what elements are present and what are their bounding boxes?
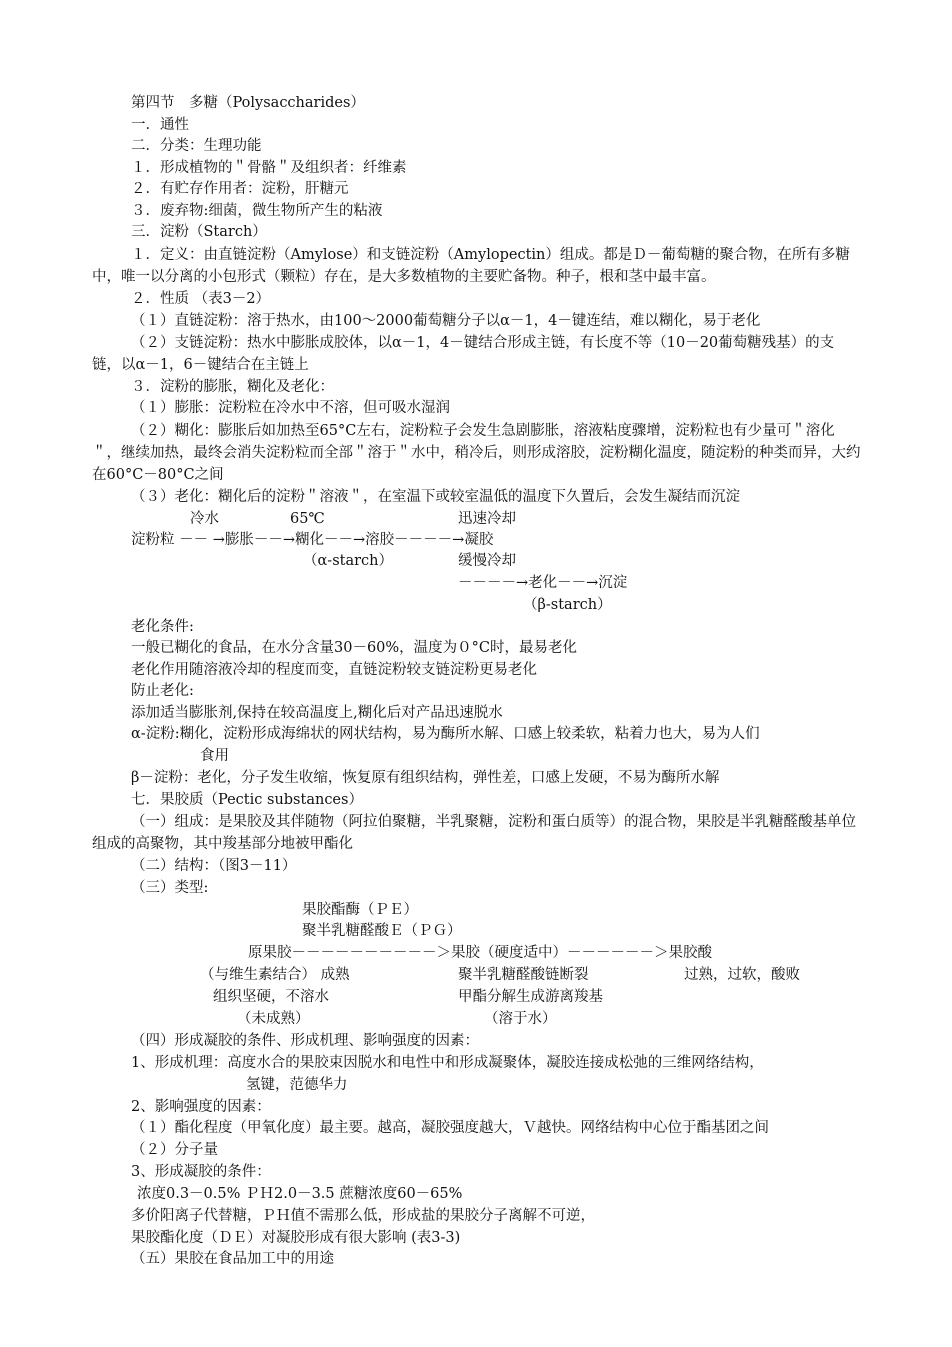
- list-item: （１）直链淀粉：溶于热水，由100～2000葡萄糖分子以α－1，4－键连结，难以糊化，易于老化: [131, 313, 761, 329]
- diagram-label: 聚半乳糖醛酸链断裂: [458, 967, 589, 983]
- diagram-label: 组织坚硬，不溶水: [213, 989, 329, 1005]
- heading-pectin: 七．果胶质（Pectic substances）: [131, 792, 363, 808]
- diagram-flow: －－－－→老化－－→沉淀: [458, 575, 628, 591]
- list-item: （１）膨胀：淀粉粒在冷水中不溶，但可吸水湿润: [131, 400, 450, 416]
- text-line: 果胶酯化度（ＤＥ）对凝胶形成有很大影响 (表3-3): [131, 1230, 461, 1246]
- text-line: 1、形成机理：高度水合的果胶束因脱水和电性中和形成凝聚体，凝胶连接成松弛的三维网络结构，: [131, 1055, 764, 1071]
- diagram-label: （β-starch）: [523, 597, 612, 613]
- diagram-label: （与维生素结合） 成熟: [200, 967, 350, 983]
- heading-general: 一．通性: [131, 117, 189, 133]
- diagram-label: 缓慢冷却: [458, 553, 516, 569]
- heading-classification: 二．分类：生理功能: [131, 138, 262, 154]
- text-line: β－淀粉：老化，分子发生收缩，恢复原有组织结构，弹性差，口感上发硬，不易为酶所水解: [131, 770, 720, 786]
- diagram-label: 65℃: [290, 511, 325, 527]
- diagram-label: （未成熟）: [237, 1011, 310, 1027]
- list-item: ２．性质 （表3－2）: [131, 291, 271, 307]
- list-item: （二）结构：（图3－11）: [131, 858, 297, 874]
- text-line: 2、影响强度的因素：: [131, 1099, 271, 1115]
- heading-starch: 三．淀粉（Starch）: [131, 224, 267, 240]
- list-item: ２．有贮存作用者：淀粉，肝糖元: [131, 181, 349, 197]
- text-line: （１）酯化程度（甲氧化度）最主要。越高，凝胶强度越大，Ｖ越快。网络结构中心位于酯基团之间: [131, 1120, 769, 1136]
- text-line: α-淀粉:糊化，淀粉形成海绵状的网状结构，易为酶所水解、口感上较柔软，粘着力也大，易为人们: [131, 726, 760, 742]
- text-line: 食用: [200, 748, 229, 764]
- paragraph-amylopectin: （２）支链淀粉：热水中膨胀成胶体，以α－1，4－键结合形成主链，有长度不等（10－20葡萄糖残基）的支链，以α－1，6－键结合在主链上: [92, 335, 835, 373]
- text-line: 氢键，范德华力: [246, 1077, 348, 1093]
- diagram-label: 甲酯分解生成游离羧基: [458, 989, 603, 1005]
- diagram-label: 迅速冷却: [458, 511, 516, 527]
- diagram-label: 聚半乳糖醛酸Ｅ（ＰＧ）: [302, 923, 462, 939]
- section-title: 第四节 多糖（Polysaccharides）: [131, 95, 365, 111]
- diagram-label: （溶于水）: [484, 1011, 557, 1027]
- diagram-label: 冷水: [190, 511, 219, 527]
- paragraph-composition: （一）组成：是果胶及其伴随物（阿拉伯聚糖，半乳聚糖，淀粉和蛋白质等）的混合物，果胶是半乳糖醛酸基单位组成的高聚物，其中羧基部分地被甲酯化: [92, 814, 856, 852]
- text-line: 添加适当膨胀剂,保持在较高温度上,糊化后对产品迅速脱水: [131, 705, 503, 721]
- list-item: （三）类型:: [131, 880, 209, 896]
- text-line: 一般已糊化的食品，在水分含量30－60%，温度为０°C时，最易老化: [131, 640, 578, 656]
- diagram-flow: 原果胶－－－－－－－－－－＞果胶（硬度适中）－－－－－－＞果胶酸: [248, 945, 712, 961]
- paragraph-gelatinization: （２）糊化：膨胀后如加热至65°C左右，淀粉粒子会发生急剧膨胀，溶液粘度骤增，淀粉粒也有少量可＂溶化＂，继续加热，最终会消失淀粉粒而全部＂溶于＂水中，稍冷后，则形成溶胶，淀粉糊化温度，随淀粉的种类而异，大约在60°C－80°C之间: [92, 423, 861, 483]
- subheading: 防止老化:: [131, 683, 194, 699]
- paragraph-definition: １．定义：由直链淀粉（Amylose）和支链淀粉（Amylopectin）组成。都是Ｄ－葡萄糖的聚合物，在所有多糖中，唯一以分离的小包形式（颗粒）存在，是大多数植物的主要贮备物。种子，根和茎中最丰富。: [92, 247, 850, 285]
- diagram-label: （α-starch）: [303, 553, 393, 569]
- diagram-label: 果胶酯酶（ＰＥ）: [302, 902, 418, 918]
- list-item: ３．淀粉的膨胀，糊化及老化：: [131, 379, 334, 395]
- text-line: 浓度0.3－0.5% ＰＨ2.0－3.5 蔗糖浓度60－65%: [137, 1186, 463, 1202]
- diagram-label: 过熟，过软，酸败: [684, 967, 800, 983]
- list-item: １．形成植物的＂骨骼＂及组织者：纤维素: [131, 160, 407, 176]
- list-item: （３）老化：糊化后的淀粉＂溶液＂，在室温下或较室温低的温度下久置后，会发生凝结而沉淀: [131, 489, 740, 505]
- text-line: 多价阳离子代替糖，ＰＨ值不需那么低，形成盐的果胶分子离解不可逆，: [131, 1208, 595, 1224]
- text-line: 老化作用随溶液冷却的程度而变，直链淀粉较支链淀粉更易老化: [131, 662, 537, 678]
- text-line: 3、形成凝胶的条件：: [131, 1164, 271, 1180]
- diagram-flow: 淀粉粒 －－ →膨胀－－→糊化－－→溶胶－－－－→凝胶: [131, 532, 494, 548]
- text-line: （２）分子量: [131, 1142, 218, 1158]
- list-item: ３．废弃物:细菌，微生物所产生的粘液: [131, 203, 383, 219]
- list-item: （五）果胶在食品加工中的用途: [131, 1251, 334, 1267]
- list-item: （四）形成凝胶的条件、形成机理、影响强度的因素：: [131, 1033, 479, 1049]
- subheading: 老化条件:: [131, 619, 194, 635]
